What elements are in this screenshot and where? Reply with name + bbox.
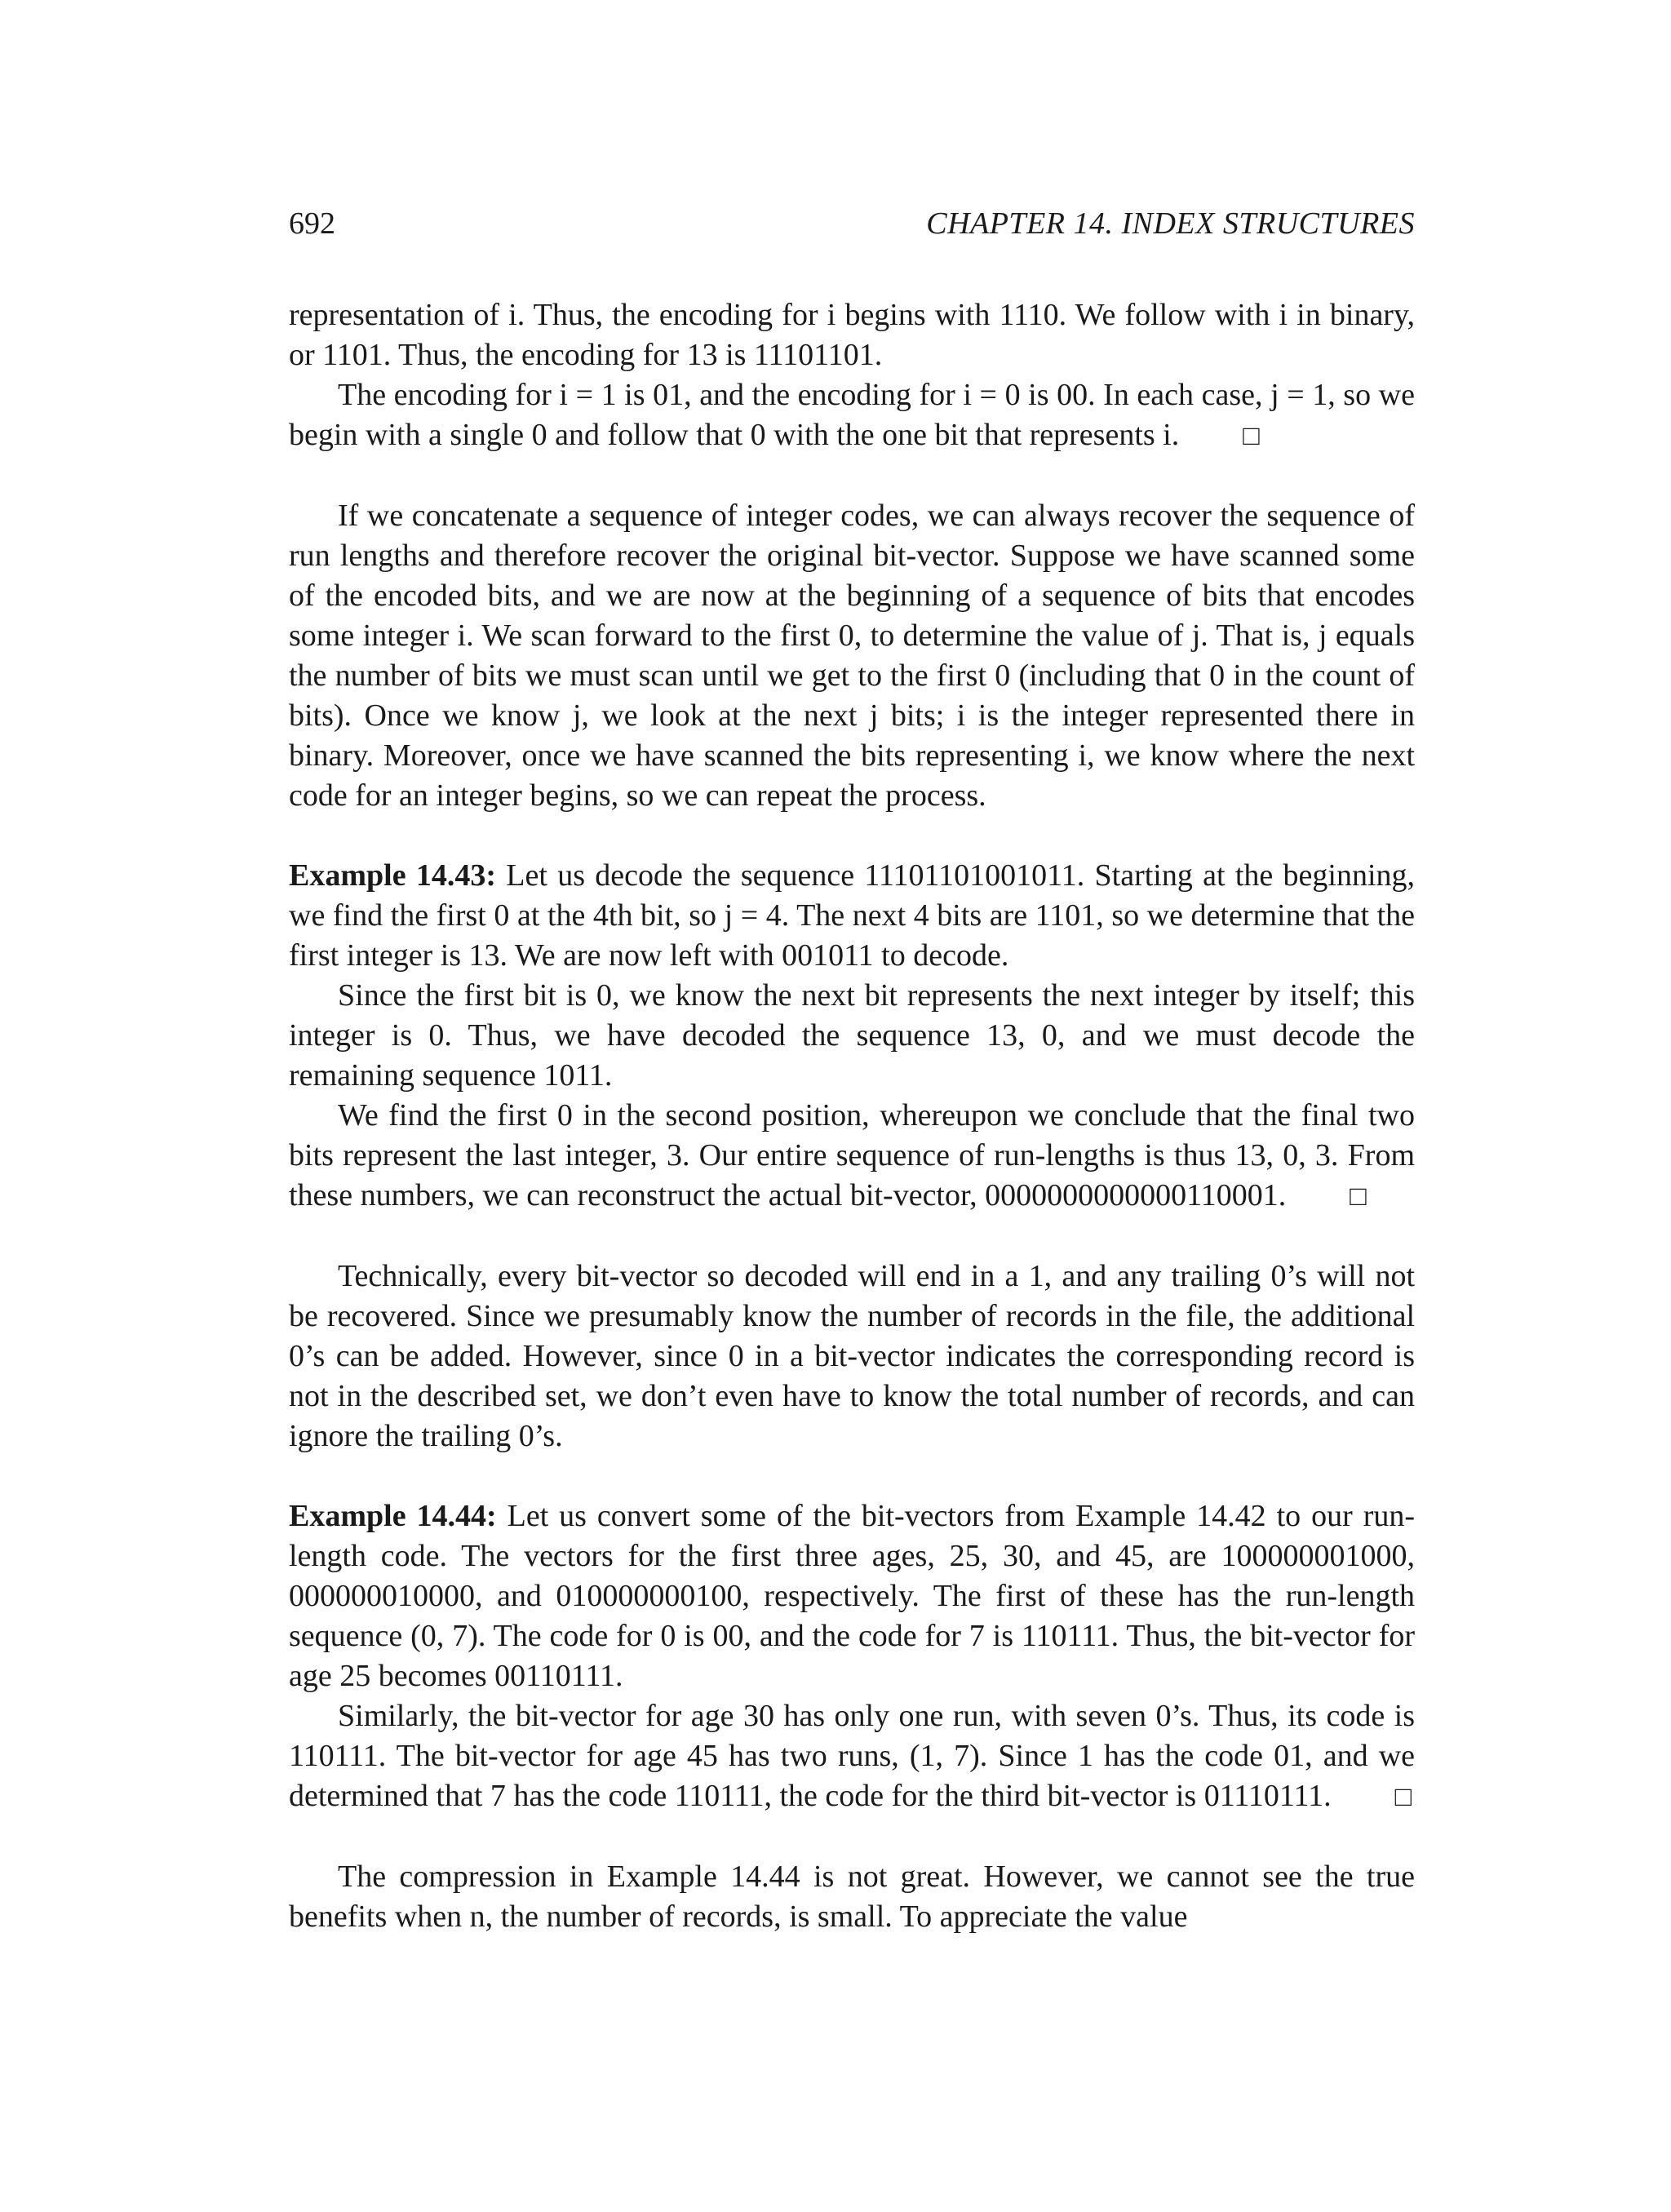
paragraph-text: Let us convert some of the bit-vectors from Example 14.42 to our run-length code. The vectors for the first three ages, 25, 30, and 45, are 100000001000, 000000010000, and 010000000100, respectively. The first of these has the run-length sequence (0, 7). The code for 0 is 00, and the code for 7 is 110111. Thus, the bit-vector for age 25 becomes 00110111. [289,1499,1416,1693]
paragraph-text: Technically, every bit-vector so decoded will end in a 1, and any trailing 0’s will not be recovered. Since we presumably know the number of records in the file, the additional 0’s can be added. However, since 0 in a bit-vector indicates the corresponding record is not in the described set, we don’t even have to know the total number of records, and can ignore the trailing 0’s. [289,1259,1415,1453]
example-label: Example 14.43: [289,858,496,893]
paragraph-text: representation of i. Thus, the encoding for i begins with 1110. We follow with i in binary, or 1101. Thus, the encoding for 13 is 11101101. [289,298,1415,372]
paragraph-example-step-2 [289,976,1415,1096]
paragraph-text: Similarly, the bit-vector for age 30 has only one run, with seven 0’s. Thus, its code is 110111. The bit-vector for age 45 has two runs, (1, 7). Since 1 has the code 01, and we determined that 7 has the code 110111, the code for the third bit-vector is 01110111. [289,1699,1415,1813]
paragraph-encoding-cases [289,375,1415,456]
paragraph-decoding-method [289,496,1415,816]
paragraph-example-step-3 [289,1096,1415,1217]
paragraph-continuation [289,295,1415,375]
page-body [289,295,1415,1937]
paragraph-text: If we concatenate a sequence of integer codes, we can always recover the sequence of run lengths and therefore recover the original bit-vector. Suppose we have scanned some of the encoded bits, and we are now at the beginning of a sequence of bits that encodes some integer i. We scan forward to the first 0, to determine the value of j. That is, j equals the number of bits we must scan until we get to the first 0 (including that 0 in the count of bits). Once we know j, we look at the next j bits; i is the integer represented there in binary. Moreover, once we have scanned the bits representing i, we know where the next code for an integer begins, so we can repeat the process. [289,499,1415,813]
paragraph-example-ages [289,1696,1415,1817]
end-of-example-mark: □ [1350,1181,1367,1212]
end-of-example-mark: □ [1394,1782,1412,1812]
paragraph-compression [289,1857,1415,1937]
page-number: 692 [289,206,335,241]
page-header [289,206,1415,246]
paragraph-trailing-zeros [289,1257,1415,1456]
example-14-44 [289,1496,1415,1696]
example-label: Example 14.44: [289,1499,497,1533]
end-of-example-mark: □ [1243,421,1260,451]
paragraph-text: The encoding for i = 1 is 01, and the encoding for i = 0 is 00. In each case, j = 1, so we begin with a single 0 and follow that 0 with the one bit that represents i. [289,378,1415,452]
running-head: CHAPTER 14. INDEX STRUCTURES [926,206,1415,241]
paragraph-text: Since the first bit is 0, we know the next bit represents the next integer by itself; this integer is 0. Thus, we have decoded the sequence 13, 0, and we must decode the remaining sequence 1011. [289,978,1415,1093]
paragraph-text: We find the first 0 in the second position, whereupon we conclude that the final two bits represent the last integer, 3. Our entire sequence of run-lengths is thus 13, 0, 3. From these numbers, we can reconstruct the actual bit-vector, 0000000000000110001. [289,1098,1415,1212]
example-14-43 [289,856,1415,976]
paragraph-text: Let us decode the sequence 11101101001011. Starting at the beginning, we find the first 0 at the 4th bit, so j = 4. The next 4 bits are 1101, so we determine that the first integer is 13. We are now left with 001011 to decode. [289,858,1416,973]
paragraph-text: The compression in Example 14.44 is not great. However, we cannot see the true benefits when n, the number of records, is small. To appreciate the value [289,1860,1415,1934]
